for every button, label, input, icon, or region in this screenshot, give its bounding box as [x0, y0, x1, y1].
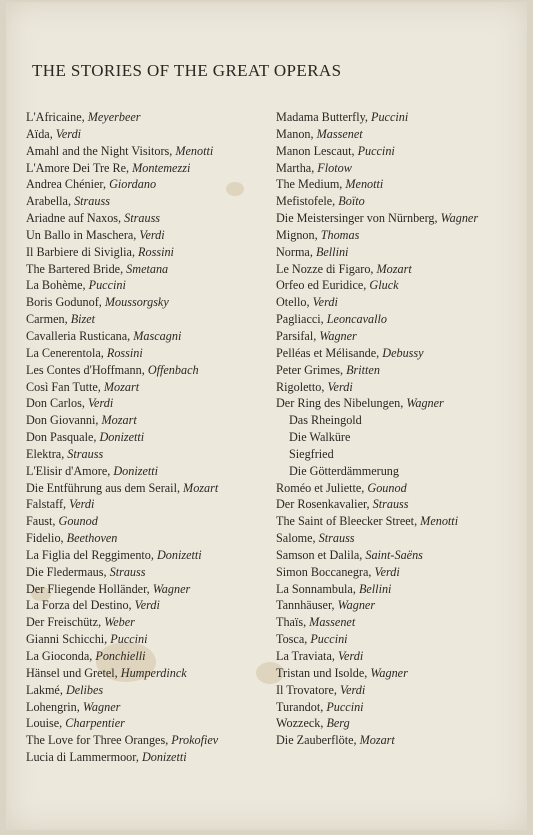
opera-entry — [276, 160, 478, 177]
opera-title: Le Nozze di Figaro, — [276, 261, 377, 276]
composer-name: Verdi — [87, 396, 114, 411]
opera-entry — [26, 631, 218, 648]
opera-title: Der Ring des Nibelungen, — [276, 396, 407, 411]
composer-name: Verdi — [55, 126, 82, 141]
opera-entry — [276, 379, 478, 396]
opera-entry — [26, 362, 218, 379]
opera-title: Lucia di Lammermoor, — [26, 750, 142, 765]
composer-name: Strauss — [124, 211, 161, 226]
composer-name: Smetana — [126, 261, 169, 276]
opera-entry — [276, 732, 478, 749]
composer-name: Mozart — [103, 379, 140, 394]
opera-entry — [276, 564, 478, 581]
opera-title: Pelléas et Mélisande, — [276, 345, 383, 360]
composer-name: Giordano — [109, 177, 157, 192]
opera-entry — [26, 160, 218, 177]
opera-entry — [276, 463, 478, 480]
opera-entry — [276, 109, 478, 126]
opera-title: La Forza del Destino, — [26, 598, 135, 613]
composer-name: Verdi — [374, 564, 400, 579]
opera-title: Lohengrin, — [26, 699, 83, 714]
composer-name: Rossini — [138, 244, 174, 259]
opera-entry — [26, 429, 218, 446]
opera-entry — [276, 345, 478, 362]
composer-name: Puccini — [371, 110, 409, 124]
opera-entry — [276, 126, 478, 143]
composer-name: Wagner — [82, 699, 121, 714]
composer-name: Mozart — [376, 261, 412, 276]
composer-name: Wagner — [319, 328, 357, 343]
composer-name: Leoncavallo — [326, 312, 388, 327]
opera-entry — [26, 547, 218, 564]
composer-name: Puccini — [326, 699, 364, 714]
composer-name: Beethoven — [66, 531, 118, 546]
composer-name: Wagner — [406, 396, 444, 411]
composer-name: Strauss — [67, 446, 104, 461]
opera-entry — [26, 176, 218, 193]
opera-title: The Love for Three Oranges, — [26, 733, 172, 748]
opera-entry — [26, 732, 218, 749]
opera-title: Gianni Schicchi, — [26, 632, 111, 647]
composer-name: Wagner — [440, 211, 479, 226]
opera-entry — [276, 513, 478, 530]
composer-name: Gounod — [58, 514, 98, 529]
opera-title: Tristan und Isolde, — [276, 665, 371, 680]
composer-name: Humperdinck — [120, 665, 187, 680]
opera-entry — [26, 699, 218, 716]
opera-title: Das Rheingold — [289, 413, 362, 428]
opera-title: Il Barbiere di Siviglia, — [26, 244, 139, 259]
composer-name: Menotti — [345, 177, 384, 192]
opera-title: Martha, — [276, 160, 318, 175]
composer-name: Delibes — [65, 682, 104, 697]
opera-title: L'Elisir d'Amore, — [26, 463, 114, 478]
opera-entry — [276, 682, 478, 699]
opera-entry — [276, 614, 478, 631]
opera-title: Der Freischütz, — [26, 615, 105, 630]
opera-title: La Gioconda, — [26, 649, 96, 663]
opera-title: Die Walküre — [289, 430, 351, 445]
opera-entry — [26, 682, 218, 699]
opera-title: Mignon, — [276, 227, 321, 242]
opera-title: Parsifal, — [276, 328, 320, 343]
opera-entry — [26, 597, 218, 614]
opera-title: Die Entführung aus dem Serail, — [26, 480, 184, 495]
opera-entry — [26, 648, 218, 665]
composer-name: Saint-Saëns — [365, 547, 423, 562]
composer-name: Gounod — [367, 480, 407, 495]
opera-entry — [26, 513, 218, 530]
opera-entry — [26, 395, 218, 412]
opera-title: Aïda, — [26, 126, 56, 141]
opera-entry — [26, 109, 218, 126]
opera-entry — [276, 597, 478, 614]
opera-entry — [26, 277, 218, 294]
composer-name: Strauss — [318, 531, 355, 546]
opera-entry — [276, 244, 478, 261]
opera-title: Die Zauberflöte, — [276, 733, 360, 748]
opera-entry — [26, 311, 218, 328]
opera-title: Die Meistersinger von Nürnberg, — [276, 211, 441, 226]
book-page — [6, 2, 527, 830]
opera-title: Tannhäuser, — [276, 598, 338, 613]
composer-name: Donizetti — [99, 430, 145, 445]
opera-entry — [276, 530, 478, 547]
composer-name: Boïto — [338, 194, 365, 209]
composer-name: Strauss — [372, 497, 409, 512]
opera-entry — [276, 227, 478, 244]
opera-entry — [276, 547, 478, 564]
opera-list-left — [26, 109, 218, 766]
opera-title: Peter Grimes, — [276, 362, 347, 377]
composer-name: Bellini — [315, 244, 349, 259]
composer-name: Berg — [326, 716, 350, 731]
opera-entry — [276, 395, 478, 412]
composer-name: Wagner — [152, 581, 191, 596]
opera-title: The Bartered Bride, — [26, 261, 127, 276]
opera-entry — [26, 379, 218, 396]
opera-entry — [26, 126, 218, 143]
opera-title: Siegfried — [289, 446, 334, 461]
composer-name: Massenet — [309, 615, 356, 630]
opera-entry — [26, 261, 218, 278]
opera-entry — [276, 429, 478, 446]
opera-entry — [276, 412, 478, 429]
opera-title: Don Giovanni, — [26, 413, 102, 428]
opera-title: Simon Boccanegra, — [276, 564, 375, 579]
opera-entry — [276, 581, 478, 598]
opera-title: La Sonnambula, — [276, 581, 359, 596]
opera-entry — [276, 648, 478, 665]
opera-entry — [26, 665, 218, 682]
composer-name: Charpentier — [65, 716, 125, 731]
composer-name: Verdi — [312, 295, 338, 310]
opera-title: Samson et Dalila, — [276, 547, 366, 562]
opera-title: La Traviata, — [276, 649, 338, 663]
opera-entry — [26, 463, 218, 480]
composer-name: Verdi — [339, 682, 366, 697]
opera-title: Cavalleria Rusticana, — [26, 328, 134, 343]
composer-name: Wagner — [337, 598, 376, 613]
composer-name: Thomas — [320, 227, 360, 242]
opera-title: Madama Butterfly, — [276, 110, 371, 124]
page-title: THE STORIES OF THE GREAT OPERAS — [32, 61, 342, 80]
opera-title: Il Trovatore, — [276, 682, 340, 697]
composer-name: Donizetti — [157, 547, 202, 562]
opera-title: Orfeo ed Euridice, — [276, 278, 370, 293]
opera-title: Arabella, — [26, 194, 75, 209]
composer-name: Montemezzi — [132, 160, 191, 175]
composer-name: Menotti — [420, 514, 459, 529]
composer-name: Meyerbeer — [87, 110, 141, 124]
opera-entry — [276, 176, 478, 193]
opera-entry — [26, 480, 218, 497]
composer-name: Puccini — [110, 632, 148, 647]
opera-title: Ariadne auf Naxos, — [26, 211, 125, 226]
composer-name: Mascagni — [133, 328, 182, 343]
opera-entry — [26, 715, 218, 732]
opera-entry — [26, 143, 218, 160]
opera-entry — [276, 277, 478, 294]
composer-name: Verdi — [139, 227, 165, 242]
opera-entry — [26, 244, 218, 261]
opera-entry — [276, 311, 478, 328]
opera-entry — [276, 362, 478, 379]
opera-entry — [26, 193, 218, 210]
opera-title: Otello, — [276, 295, 313, 310]
composer-name: Mozart — [359, 733, 395, 748]
composer-name: Flotow — [317, 160, 352, 175]
opera-entry — [26, 564, 218, 581]
opera-title: L'Amore Dei Tre Re, — [26, 160, 133, 175]
composer-name: Wagner — [370, 665, 408, 680]
composer-name: Debussy — [382, 345, 424, 360]
composer-name: Britten — [346, 362, 380, 377]
opera-title: Così Fan Tutte, — [26, 379, 104, 394]
opera-title: Turandot, — [276, 699, 327, 714]
opera-title: La Bohème, — [26, 278, 89, 293]
opera-title: Don Pasquale, — [26, 430, 100, 445]
opera-title: Roméo et Juliette, — [276, 480, 368, 495]
opera-title: Tosca, — [276, 632, 311, 647]
opera-entry — [276, 210, 478, 227]
opera-title: Salome, — [276, 531, 319, 546]
composer-name: Strauss — [74, 194, 110, 209]
composer-name: Verdi — [69, 497, 95, 512]
composer-name: Bellini — [358, 581, 392, 596]
opera-title: Fidelio, — [26, 531, 67, 546]
opera-entry — [276, 480, 478, 497]
opera-title: Norma, — [276, 244, 316, 259]
opera-title: Der Rosenkavalier, — [276, 497, 373, 512]
opera-entry — [26, 328, 218, 345]
opera-title: The Medium, — [276, 177, 346, 192]
opera-title: Elektra, — [26, 446, 68, 461]
opera-entry — [26, 530, 218, 547]
composer-name: Massenet — [316, 126, 363, 141]
composer-name: Ponchielli — [95, 649, 146, 663]
opera-title: Wozzeck, — [276, 716, 327, 731]
composer-name: Bizet — [70, 312, 96, 327]
opera-list-right — [276, 109, 478, 749]
opera-title: The Saint of Bleecker Street, — [276, 514, 421, 529]
opera-title: Lakmé, — [26, 682, 66, 697]
opera-entry — [26, 446, 218, 463]
composer-name: Prokofiev — [171, 733, 219, 748]
opera-title: La Cenerentola, — [26, 345, 107, 360]
opera-title: Faust, — [26, 514, 59, 529]
foxing-stain — [226, 182, 244, 196]
opera-entry — [276, 446, 478, 463]
opera-title: Un Ballo in Maschera, — [26, 227, 140, 242]
opera-entry — [276, 631, 478, 648]
opera-entry — [276, 699, 478, 716]
composer-name: Weber — [104, 615, 135, 630]
opera-entry — [26, 614, 218, 631]
opera-title: Carmen, — [26, 312, 71, 327]
opera-entry — [26, 496, 218, 513]
composer-name: Strauss — [109, 564, 146, 579]
composer-name: Verdi — [337, 649, 364, 663]
opera-title: Boris Godunof, — [26, 295, 105, 310]
opera-entry — [26, 345, 218, 362]
opera-title: Thaïs, — [276, 615, 310, 630]
opera-title: Falstaff, — [26, 497, 70, 512]
opera-title: L'Africaine, — [26, 110, 88, 124]
opera-title: Les Contes d'Hoffmann, — [26, 362, 148, 377]
opera-entry — [26, 412, 218, 429]
composer-name: Puccini — [357, 143, 395, 158]
composer-name: Rossini — [106, 345, 143, 360]
opera-title: Hänsel und Gretel, — [26, 665, 121, 680]
opera-entry — [26, 227, 218, 244]
opera-title: Manon, — [276, 126, 317, 141]
composer-name: Moussorgsky — [104, 295, 169, 310]
opera-entry — [26, 581, 218, 598]
opera-title: Rigoletto, — [276, 379, 328, 394]
opera-entry — [276, 328, 478, 345]
opera-entry — [276, 715, 478, 732]
opera-entry — [26, 749, 218, 766]
opera-entry — [276, 496, 478, 513]
opera-title: Mefistofele, — [276, 194, 339, 209]
opera-title: Pagliacci, — [276, 312, 327, 327]
opera-title: Der Fliegende Holländer, — [26, 581, 153, 596]
opera-title: La Figlia del Reggimento, — [26, 547, 157, 562]
opera-entry — [276, 294, 478, 311]
composer-name: Donizetti — [141, 750, 187, 765]
opera-entry — [26, 294, 218, 311]
composer-name: Gluck — [369, 278, 399, 293]
opera-title: Don Carlos, — [26, 396, 88, 411]
composer-name: Donizetti — [113, 463, 159, 478]
composer-name: Puccini — [310, 632, 348, 647]
composer-name: Verdi — [327, 379, 353, 394]
opera-entry — [276, 143, 478, 160]
opera-entry — [26, 210, 218, 227]
composer-name: Puccini — [88, 278, 126, 293]
opera-title: Die Götterdämmerung — [289, 463, 399, 478]
opera-title: Andrea Chénier, — [26, 177, 110, 192]
opera-entry — [276, 665, 478, 682]
opera-title: Die Fledermaus, — [26, 564, 110, 579]
opera-title: Amahl and the Night Visitors, — [26, 143, 176, 158]
opera-entry — [276, 261, 478, 278]
opera-title: Louise, — [26, 716, 66, 731]
composer-name: Verdi — [134, 598, 160, 613]
opera-entry — [276, 193, 478, 210]
composer-name: Menotti — [175, 143, 214, 158]
composer-name: Mozart — [101, 413, 137, 428]
composer-name: Offenbach — [147, 362, 199, 377]
composer-name: Mozart — [183, 480, 219, 495]
opera-title: Manon Lescaut, — [276, 143, 358, 158]
